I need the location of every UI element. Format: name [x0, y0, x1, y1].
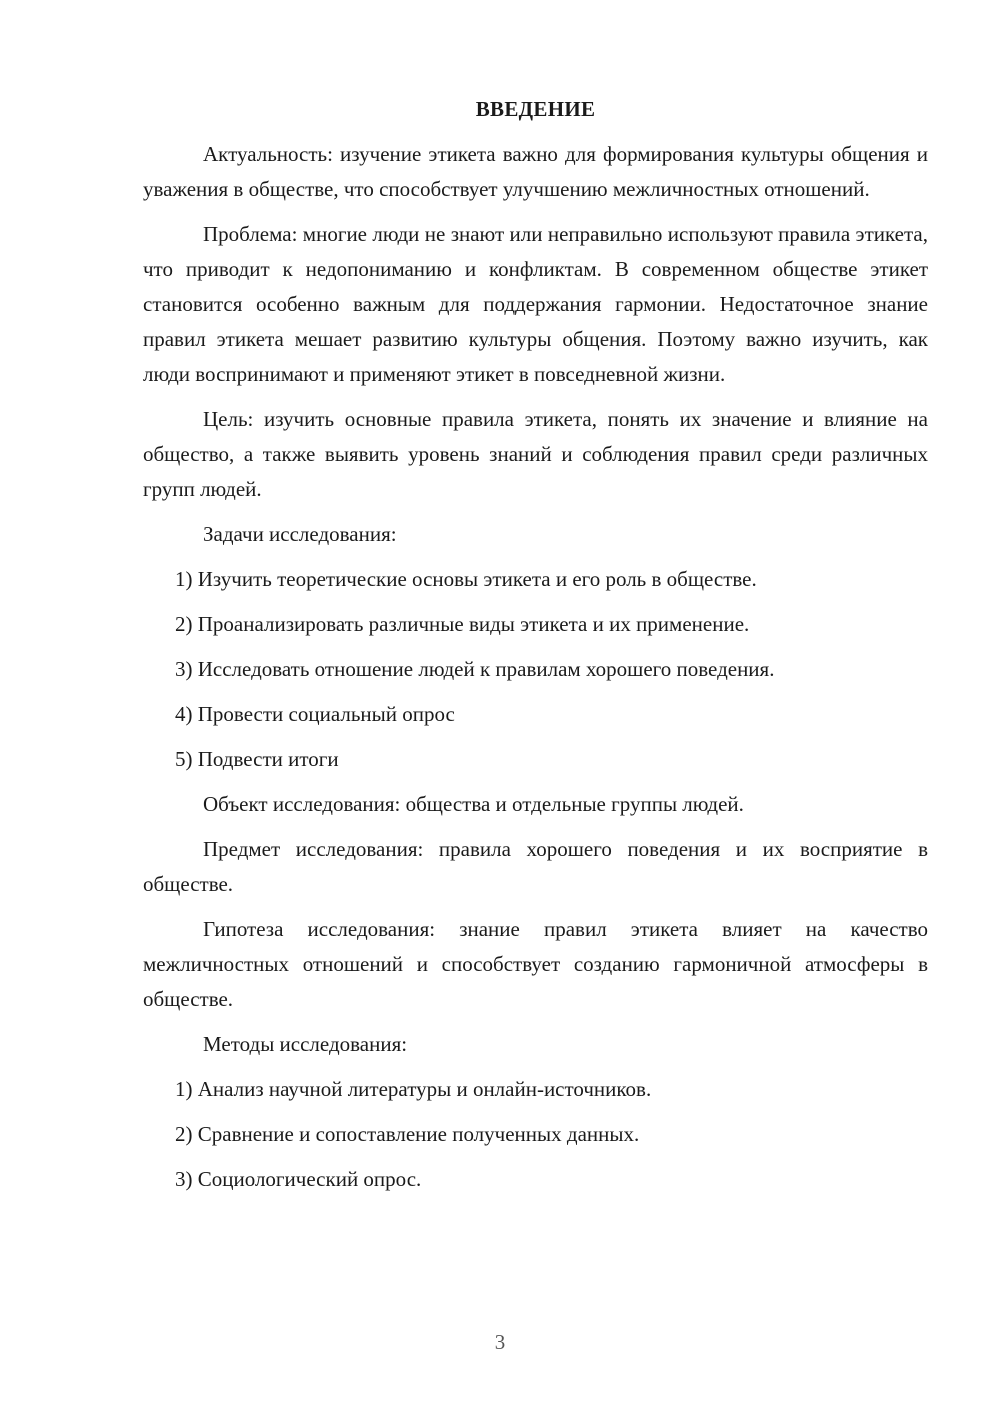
tasks-heading: Задачи исследования:	[203, 522, 397, 546]
list-item: 3) Социологический опрос.	[175, 1167, 422, 1191]
methods-heading: Методы исследования:	[203, 1032, 408, 1056]
document-page	[143, 92, 928, 1207]
list-item: 5) Подвести итоги	[175, 747, 339, 771]
tasks-list	[143, 562, 928, 777]
goal-paragraph: Цель: изучить основные правила этикета, понять их значение и влияние на общество, а также выявить уровень знаний и соблюдения правил среди различных групп людей.	[143, 407, 928, 501]
list-item: 1) Изучить теоретические основы этикета и его роль в обществе.	[175, 567, 757, 591]
hypothesis-paragraph: Гипотеза исследования: знание правил этикета влияет на качество межличностных отношений и способствует созданию гармоничной атмосферы в обществе.	[143, 917, 928, 1011]
list-item: 4) Провести социальный опрос	[175, 702, 455, 726]
page-number: 3	[494, 1330, 506, 1354]
object-paragraph: Объект исследования: общества и отдельные группы людей.	[203, 792, 744, 816]
page-title: ВВЕДЕНИЕ	[475, 97, 596, 121]
list-item: 3) Исследовать отношение людей к правилам хорошего поведения.	[175, 657, 775, 681]
methods-list	[143, 1072, 928, 1197]
problem-paragraph: Проблема: многие люди не знают или неправильно используют правила этикета, что приводит к недопониманию и конфликтам. В современном обществе этикет становится особенно важным для поддержания гармонии. Недостаточное знание правил этикета мешает развитию культуры общения. Поэтому важно изучить, как люди воспринимают и применяют этикет в повседневной жизни.	[143, 222, 928, 386]
list-item: 2) Проанализировать различные виды этикета и их применение.	[175, 612, 750, 636]
subject-paragraph: Предмет исследования: правила хорошего поведения и их восприятие в обществе.	[143, 837, 928, 896]
list-item: 1) Анализ научной литературы и онлайн-источников.	[175, 1077, 652, 1101]
relevance-paragraph: Актуальность: изучение этикета важно для формирования культуры общения и уважения в обществе, что способствует улучшению межличностных отношений.	[143, 142, 928, 201]
list-item: 2) Сравнение и сопоставление полученных данных.	[175, 1122, 640, 1146]
